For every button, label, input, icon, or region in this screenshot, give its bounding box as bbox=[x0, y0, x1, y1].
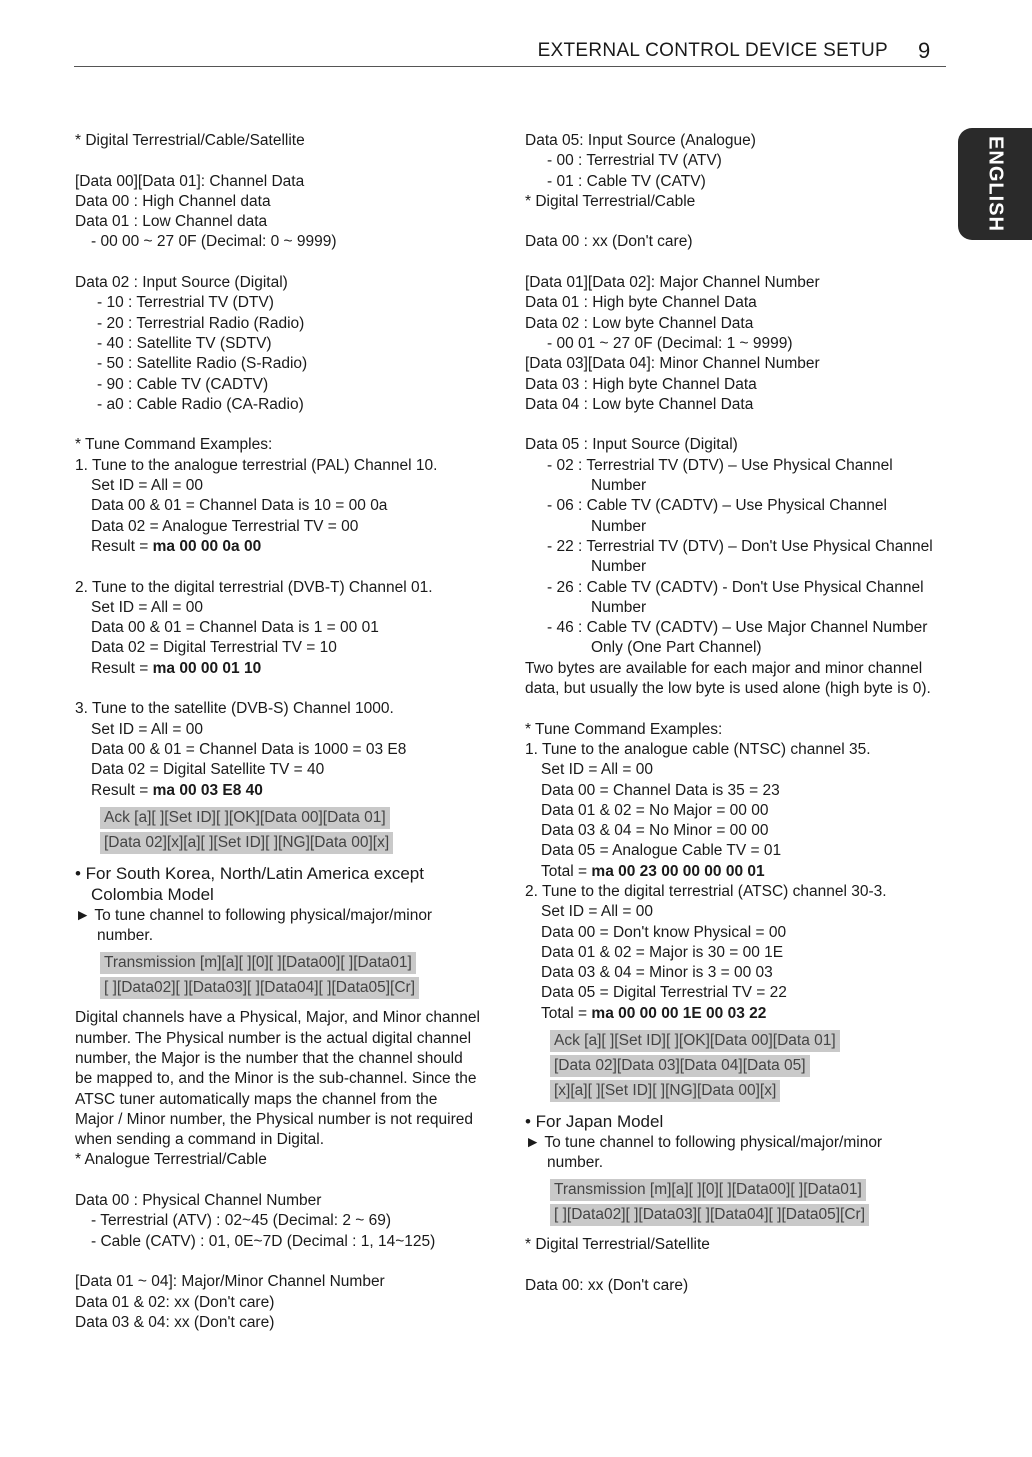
example-title: 2. Tune to the digital terrestrial (DVB-T) Channel 01. bbox=[75, 578, 433, 596]
major-line: Data 01 : High byte Channel Data bbox=[525, 294, 757, 312]
dts-data00: Data 00: xx (Don't care) bbox=[525, 1276, 689, 1294]
input-item: - 02 : Terrestrial TV (DTV) – Use Physical Channel Number bbox=[547, 456, 893, 495]
analogue-item: - Cable (CATV) : 01, 0E~7D (Decimal : 1, 14~125) bbox=[91, 1232, 436, 1250]
example-title: 1. Tune to the analogue terrestrial (PAL) Channel 10. bbox=[75, 456, 438, 474]
example-line: Set ID = All = 00 bbox=[541, 761, 654, 779]
result-label: Result = bbox=[91, 659, 153, 677]
dt-line: [Data 00][Data 01]: Channel Data bbox=[75, 172, 305, 190]
total-value: ma 00 23 00 00 00 00 01 bbox=[591, 862, 765, 880]
section-title: EXTERNAL CONTROL DEVICE SETUP bbox=[537, 40, 888, 61]
header-divider bbox=[74, 66, 946, 67]
example-total bbox=[525, 1004, 935, 1024]
dt-range: - 00 00 ~ 27 0F (Decimal: 0 ~ 9999) bbox=[91, 233, 337, 251]
bytes-note: Two bytes are available for each major and minor channel data, but usually the low byte is used alone (high byte is 0). bbox=[525, 659, 931, 698]
transmission-line: [ ][Data02][ ][Data03][ ][Data04][ ][Data05][Cr] bbox=[550, 1204, 869, 1226]
input-item: - 06 : Cable TV (CADTV) – Use Physical Channel Number bbox=[547, 497, 887, 535]
language-tab-label: ENGLISH bbox=[984, 136, 1007, 232]
dtc-heading: * Digital Terrestrial/Cable bbox=[525, 192, 696, 210]
input-heading: Data 02 : Input Source (Digital) bbox=[75, 274, 288, 292]
result-label: Result = bbox=[91, 537, 153, 555]
result-label: Result = bbox=[91, 781, 153, 799]
example-line: Data 03 & 04 = No Minor = 00 00 bbox=[541, 822, 769, 840]
example-line: Set ID = All = 00 bbox=[91, 720, 204, 738]
input-item: - 22 : Terrestrial TV (DTV) – Don't Use Physical Channel Number bbox=[547, 537, 933, 576]
dt-line: Data 00 : High Channel data bbox=[75, 192, 271, 210]
language-tab bbox=[958, 128, 1032, 240]
result-value: ma 00 00 01 10 bbox=[152, 659, 262, 677]
result-value: ma 00 03 E8 40 bbox=[152, 781, 263, 799]
minor-line: Data 04 : Low byte Channel Data bbox=[525, 395, 754, 413]
example-line: Data 00 & 01 = Channel Data is 1000 = 03 E8 bbox=[91, 740, 407, 758]
arrow-japan: ► To tune channel to following physical/major/minor number. bbox=[525, 1133, 883, 1171]
example-line: Data 00 & 01 = Channel Data is 10 = 00 0a bbox=[91, 497, 388, 515]
example-result bbox=[75, 659, 480, 679]
input-item: - 26 : Cable TV (CADTV) - Don't Use Physical Channel Number bbox=[547, 578, 924, 616]
data05-heading: Data 05: Input Source (Analogue) bbox=[525, 132, 756, 149]
minor-line: Data 03 : High byte Channel Data bbox=[525, 375, 757, 393]
ack-line: [x][a][ ][Set ID][ ][NG][Data 00][x] bbox=[550, 1080, 780, 1102]
analogue-item: - Terrestrial (ATV) : 02~45 (Decimal: 2 ~ 69) bbox=[91, 1212, 392, 1230]
example-line: Data 05 = Analogue Cable TV = 01 bbox=[541, 842, 782, 860]
ack-line: [Data 02][x][a][ ][Set ID][ ][NG][Data 00][x] bbox=[100, 832, 393, 854]
total-label: Total = bbox=[541, 1004, 592, 1022]
example-title: 2. Tune to the digital terrestrial (ATSC) channel 30-3. bbox=[525, 882, 887, 900]
example-title: 3. Tune to the satellite (DVB-S) Channel 1000. bbox=[75, 700, 394, 718]
major-line: [Data 01][Data 02]: Major Channel Number bbox=[525, 274, 820, 292]
analogue-tail: Data 03 & 04: xx (Don't care) bbox=[75, 1313, 275, 1331]
input-item: - 20 : Terrestrial Radio (Radio) bbox=[97, 314, 305, 332]
tune-heading: * Tune Command Examples: bbox=[525, 720, 723, 738]
analogue-tail: Data 01 & 02: xx (Don't care) bbox=[75, 1293, 275, 1311]
total-label: Total = bbox=[541, 862, 592, 880]
example-line: Set ID = All = 00 bbox=[541, 903, 654, 921]
example-title: 1. Tune to the analogue cable (NTSC) channel 35. bbox=[525, 740, 871, 758]
left-column bbox=[75, 131, 480, 1333]
ack-line: [Data 02][Data 03][Data 04][Data 05] bbox=[550, 1055, 810, 1077]
bullet-japan: • For Japan Model bbox=[525, 1112, 664, 1132]
dtc-data00: Data 00 : xx (Don't care) bbox=[525, 233, 693, 251]
ack-command-box bbox=[550, 1030, 935, 1105]
transmission-line: Transmission [m][a][ ][0][ ][Data00][ ][Data01] bbox=[550, 1179, 866, 1201]
example-line: Set ID = All = 00 bbox=[91, 598, 204, 616]
analogue-heading: * Analogue Terrestrial/Cable bbox=[75, 1151, 267, 1169]
example-line: Data 05 = Digital Terrestrial TV = 22 bbox=[541, 984, 787, 1002]
ack-line: Ack [a][ ][Set ID][ ][OK][Data 00][Data 01] bbox=[100, 807, 390, 829]
transmission-line: [ ][Data02][ ][Data03][ ][Data04][ ][Data05][Cr] bbox=[100, 977, 419, 999]
dts-heading: * Digital Terrestrial/Satellite bbox=[525, 1236, 710, 1254]
transmission-command-box bbox=[550, 1179, 935, 1229]
page-number: 9 bbox=[918, 38, 931, 63]
transmission-line: Transmission [m][a][ ][0][ ][Data00][ ][Data01] bbox=[100, 952, 416, 974]
example-line: Data 00 = Don't know Physical = 00 bbox=[541, 923, 787, 941]
example-line: Data 02 = Digital Satellite TV = 40 bbox=[91, 761, 325, 779]
ack-command-box bbox=[100, 807, 480, 857]
total-value: ma 00 00 00 1E 00 03 22 bbox=[591, 1004, 767, 1022]
analogue-data00: Data 00 : Physical Channel Number bbox=[75, 1192, 322, 1210]
major-line: Data 02 : Low byte Channel Data bbox=[525, 314, 754, 332]
example-total bbox=[525, 862, 935, 882]
example-result bbox=[75, 537, 480, 557]
input-item: - 50 : Satellite Radio (S-Radio) bbox=[97, 355, 308, 373]
bullet-korea: • For South Korea, North/Latin America except Colombia Model bbox=[75, 863, 424, 905]
dt-heading: * Digital Terrestrial/Cable/Satellite bbox=[75, 132, 305, 149]
input-item: - 10 : Terrestrial TV (DTV) bbox=[97, 294, 274, 312]
example-line: Data 02 = Digital Terrestrial TV = 10 bbox=[91, 639, 337, 657]
example-line: Data 03 & 04 = Minor is 3 = 00 03 bbox=[541, 964, 773, 982]
input-item: - 90 : Cable TV (CADTV) bbox=[97, 375, 269, 393]
transmission-command-box bbox=[100, 952, 480, 1002]
example-line: Data 01 & 02 = Major is 30 = 00 1E bbox=[541, 943, 784, 961]
example-line: Data 00 = Channel Data is 35 = 23 bbox=[541, 781, 780, 799]
input-item: - a0 : Cable Radio (CA-Radio) bbox=[97, 395, 304, 413]
data05-item: - 01 : Cable TV (CATV) bbox=[547, 172, 706, 190]
example-line: Data 01 & 02 = No Major = 00 00 bbox=[541, 801, 769, 819]
example-line: Data 02 = Analogue Terrestrial TV = 00 bbox=[91, 517, 359, 535]
major-range: - 00 01 ~ 27 0F (Decimal: 1 ~ 9999) bbox=[547, 334, 793, 352]
arrow-korea: ► To tune channel to following physical/major/minor number. bbox=[75, 906, 433, 945]
result-value: ma 00 00 0a 00 bbox=[152, 537, 262, 555]
input-item: - 40 : Satellite TV (SDTV) bbox=[97, 334, 272, 352]
input-heading: Data 05 : Input Source (Digital) bbox=[525, 436, 738, 454]
example-result bbox=[75, 781, 480, 801]
dt-line: Data 01 : Low Channel data bbox=[75, 213, 268, 231]
minor-line: [Data 03][Data 04]: Minor Channel Number bbox=[525, 355, 820, 373]
input-item: - 46 : Cable TV (CADTV) – Use Major Channel Number Only (One Part Channel) bbox=[547, 619, 928, 657]
digital-channels-paragraph: Digital channels have a Physical, Major, and Minor channel number. The Physical number is the actual digital channel number, the Major is the number that the channel should be mapped to, and the Minor is the sub-channel. Since the ATSC tuner automatically maps the channel from the Major / Minor number, the Physical number is not required when sending a command in Digital. bbox=[75, 1009, 480, 1149]
ack-line: Ack [a][ ][Set ID][ ][OK][Data 00][Data 01] bbox=[550, 1030, 840, 1052]
example-line: Set ID = All = 00 bbox=[91, 477, 204, 495]
tune-heading: * Tune Command Examples: bbox=[75, 436, 273, 454]
data05-item: - 00 : Terrestrial TV (ATV) bbox=[547, 152, 722, 170]
right-column bbox=[525, 131, 935, 1296]
analogue-tail: [Data 01 ~ 04]: Major/Minor Channel Number bbox=[75, 1273, 385, 1291]
example-line: Data 00 & 01 = Channel Data is 1 = 00 01 bbox=[91, 619, 379, 637]
